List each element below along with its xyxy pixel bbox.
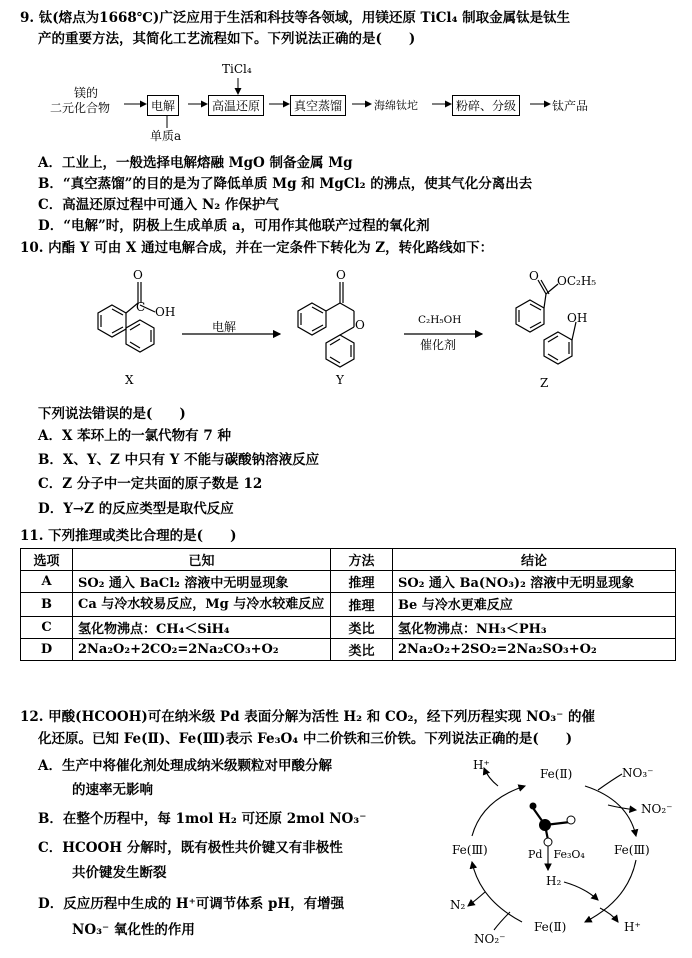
q12-no3: NO₃⁻	[622, 766, 654, 780]
q9-flow-step-sponge: 海绵钛坨	[374, 99, 418, 112]
cell-option: C	[21, 617, 73, 639]
q9-flow-step-crush: 粉碎、分级	[452, 95, 520, 116]
cell-conclusion: 氢化物沸点：NH₃＜PH₃	[393, 617, 676, 639]
label-x: X	[125, 373, 134, 387]
q9-flow-start-line1: 镁的	[74, 86, 99, 100]
q12-hplus-bottom: H⁺	[624, 920, 641, 934]
q10-arrow2-top: C₂H₅OH	[418, 314, 462, 326]
z-oh: OH	[567, 311, 588, 325]
q12-hplus-top: H⁺	[473, 758, 490, 772]
cell-known: 氢化物沸点：CH₄＜SiH₄	[73, 617, 331, 639]
z-carbonyl-o: O	[529, 269, 539, 283]
x-carbonyl-o: O	[133, 268, 143, 282]
cell-method: 推理	[331, 593, 393, 617]
q12-fe3-left: Fe(Ⅲ)	[452, 843, 488, 857]
x-oh: OH	[155, 305, 176, 319]
cell-option: A	[21, 571, 73, 593]
cell-conclusion: Be 与冷水更难反应	[393, 593, 676, 617]
q12-option-a-line1: A．生产中将催化剂处理成纳米级颗粒对甲酸分解	[38, 758, 332, 774]
q12-fe3-right: Fe(Ⅲ)	[614, 843, 650, 857]
q12-option-d-line1: D．反应历程中生成的 H⁺可调节体系 pH，有增强	[38, 896, 345, 912]
q9-flow-step-electrolysis: 电解	[147, 95, 179, 116]
x-carbon: C	[136, 300, 146, 314]
y-carbonyl-o: O	[336, 268, 346, 282]
q11-stem: 11. 下列推理或类比合理的是( )	[20, 528, 237, 544]
q12-fe2-top: Fe(Ⅱ)	[540, 767, 573, 781]
q12-option-c-line2: 共价键发生断裂	[72, 865, 167, 881]
q12-fe2-bottom: Fe(Ⅱ)	[534, 920, 567, 934]
q9-option-b: B．“真空蒸馏”的目的是为了降低单质 Mg 和 MgCl₂ 的沸点，使其气化分离出去	[38, 176, 533, 192]
q9-flow-ticl4: TiCl₄	[222, 62, 252, 76]
cell-known: SO₂ 通入 BaCl₂ 溶液中无明显现象	[73, 571, 331, 593]
label-z: Z	[540, 376, 549, 390]
q12-h2: H₂	[546, 874, 562, 888]
q9-flow-step-distillation: 真空蒸馏	[290, 95, 346, 116]
q12-no2-bottom: NO₂⁻	[474, 932, 506, 946]
cell-known: Ca 与冷水较易反应，Mg 与冷水较难反应	[73, 593, 331, 617]
q10-option-a: A．X 苯环上的一氯代物有 7 种	[38, 428, 231, 444]
q9-option-c: C．高温还原过程中可通入 N₂ 作保护气	[38, 197, 279, 213]
cell-known: 2Na₂O₂+2CO₂=2Na₂CO₃+O₂	[73, 639, 331, 661]
q9-option-d: D．“电解”时，阴极上生成单质 a，可用作其他联产过程的氧化剂	[38, 218, 430, 234]
cell-conclusion: 2Na₂O₂+2SO₂=2Na₂SO₃+O₂	[393, 639, 676, 661]
q12-option-a-line2: 的速率无影响	[72, 782, 153, 798]
header-method: 方法	[331, 549, 393, 571]
q9-flow-start-line2: 二元化合物	[50, 101, 111, 115]
q10-option-b: B．X、Y、Z 中只有 Y 不能与碳酸钠溶液反应	[38, 452, 320, 468]
q9-stem-line2: 产的重要方法，其简化工艺流程如下。下列说法正确的是( )	[38, 31, 416, 47]
q9-stem-line1: 9. 钛(熔点为1668℃)广泛应用于生活和科技等各领域，用镁还原 TiCl₄ 制取金属钛是钛生	[20, 10, 571, 26]
q10-option-c: C．Z 分子中一定共面的原子数是 12	[38, 476, 263, 492]
q9-flow-step-reduction: 高温还原	[208, 95, 264, 116]
cell-conclusion: SO₂ 通入 Ba(NO₃)₂ 溶液中无明显现象	[393, 571, 676, 593]
y-ring-o: O	[355, 318, 365, 332]
q10-question: 下列说法错误的是( )	[38, 406, 186, 422]
label-y: Y	[336, 373, 344, 387]
q12-stem-line2: 化还原。已知 Fe(Ⅱ)、Fe(Ⅲ)表示 Fe₃O₄ 中二价铁和三价铁。下列说法正确的是( )	[38, 731, 573, 747]
q12-option-c-line1: C．HCOOH 分解时，既有极性共价键又有非极性	[38, 840, 343, 856]
q10-option-d: D．Y→Z 的反应类型是取代反应	[38, 501, 234, 517]
cell-method: 类比	[331, 617, 393, 639]
header-known: 已知	[73, 549, 331, 571]
q12-no2-right: NO₂⁻	[641, 802, 673, 816]
cell-option: B	[21, 593, 73, 617]
q12-n2: N₂	[450, 898, 466, 912]
q10-arrow1-label: 电解	[212, 320, 237, 334]
q12-catalyst: Pd｜Fe₃O₄	[528, 848, 585, 861]
q10-arrow2-bottom: 催化剂	[420, 338, 457, 352]
q12-option-b: B．在整个历程中，每 1mol H₂ 可还原 2mol NO₃⁻	[38, 811, 367, 827]
q12-stem-line1: 12. 甲酸(HCOOH)可在纳米级 Pd 表面分解为活性 H₂ 和 CO₂，经下列历程实现 NO₃⁻ 的催	[20, 709, 595, 725]
cell-method: 推理	[331, 571, 393, 593]
z-oc2h5: OC₂H₅	[557, 274, 597, 288]
cell-method: 类比	[331, 639, 393, 661]
header-conclusion: 结论	[393, 549, 676, 571]
header-option: 选项	[21, 549, 73, 571]
q9-flow-step-product: 钛产品	[552, 99, 589, 113]
q12-option-d-line2: NO₃⁻ 氧化性的作用	[72, 922, 195, 938]
q9-flow-product-a: 单质a	[150, 129, 182, 143]
q10-stem: 10. 内酯 Y 可由 X 通过电解合成，并在一定条件下转化为 Z，转化路线如下：	[20, 240, 494, 256]
q9-option-a: A．工业上，一般选择电解熔融 MgO 制备金属 Mg	[38, 155, 353, 171]
cell-option: D	[21, 639, 73, 661]
